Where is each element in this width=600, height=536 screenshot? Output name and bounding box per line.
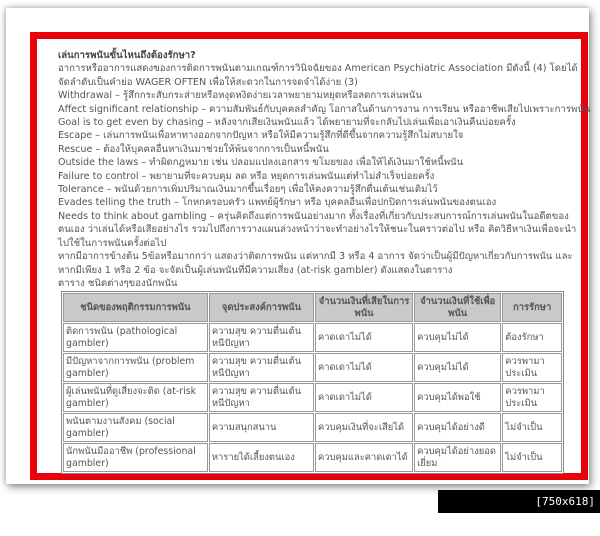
column-header: ชนิดของพฤติกรรมการพนัน bbox=[63, 293, 208, 322]
table-cell: ความสุข ความตื่นเต้น หนีปัญหา bbox=[209, 383, 314, 412]
criterion-item: Tolerance – พนันด้วยการเพิ่มปริมาณเงินมากขึ้นเรื่อยๆ เพื่อให้คงความรู้สึกตื่นเต้นเช่นเดิมไว้ bbox=[58, 184, 438, 196]
table-cell: ต้องรักษา bbox=[502, 323, 562, 352]
gambler-types-table bbox=[61, 291, 564, 474]
table-cell: ติดการพนัน (pathological gambler) bbox=[63, 323, 208, 352]
table-cell: ควบคุมได้พอใช้ bbox=[414, 383, 501, 412]
table-caption: ตาราง ชนิดต่างๆของนักพนัน bbox=[58, 277, 178, 289]
criteria-list bbox=[58, 89, 591, 250]
criterion-item: Evades telling the truth – โกหกครอบครัว แพทย์ผู้รักษา หรือ บุคคลอื่นเพื่อปกปิดการเล่นพนันของตนเอง bbox=[58, 197, 497, 209]
table-cell: ควบคุมไม่ได้ bbox=[414, 323, 501, 352]
image-paper bbox=[6, 8, 589, 484]
table-row bbox=[63, 413, 562, 442]
summary-text: หากมีอาการข้างต้น 5ข้อหรือมากกว่า แสดงว่าติดการพนัน แต่หากมี 3 หรือ 4 อาการ จัดว่าเป็นผู้มีปัญหาเกี่ยวกับการพนัน และ หากมีเพียง 1 หรือ 2 ข้อ จะจัดเป็นผู้เล่นพนันที่มีความเสี่ยง (at-risk gambler) ดังแสดงในตาราง bbox=[58, 251, 573, 276]
column-header: จำนวนเงินที่เสียในการพนัน bbox=[315, 293, 413, 322]
table-cell: ไม่จำเป็น bbox=[502, 413, 562, 442]
criterion-item: Escape – เล่นการพนันเพื่อหาทางออกจากปัญหา หรือให้มีความรู้สึกที่ดีขึ้นจากความรู้สึกไม่สบายใจ bbox=[58, 130, 464, 142]
criterion-item: Rescue – ต้องให้บุคคลอื่นหาเงินมาช่วยให้พ้นจากการเป็นหนี้พนัน bbox=[58, 143, 329, 155]
table-header-row bbox=[63, 293, 562, 322]
red-frame bbox=[30, 32, 591, 480]
column-header: การรักษา bbox=[502, 293, 562, 322]
table-cell: ควบคุมได้อย่างดี bbox=[414, 413, 501, 442]
table-row bbox=[63, 383, 562, 412]
table-cell: ควบคุมได้อย่างยอดเยี่ยม bbox=[414, 443, 501, 472]
intro-text: อาการหรืออาการแสดงของการติดการพนันตามเกณฑ์การวินิจฉัยของ American Psychiatric Association มีดังนี้ (4) โดยได้จัดลำดับเป็นคำย่อ WAGER OFTEN เพื่อให้สะดวกในการจดจำได้ง่าย (3) bbox=[58, 63, 578, 88]
table-cell: ควบคุมไม่ได้ bbox=[414, 353, 501, 382]
table-cell: ควบคุมและคาดเดาได้ bbox=[315, 443, 413, 472]
article-body bbox=[58, 49, 591, 290]
table-cell: ควรพามาประเมิน bbox=[502, 353, 562, 382]
table-cell: คาดเดาไม่ได้ bbox=[315, 383, 413, 412]
table-cell: ควบคุมเงินที่จะเสียได้ bbox=[315, 413, 413, 442]
criterion-item: Outside the laws – ทำผิดกฎหมาย เช่น ปลอมแปลงเอกสาร ขโมยของ เพื่อให้ได้เงินมาใช้หนี้พนัน bbox=[58, 157, 464, 169]
table-cell: พนันตามงานสังคม (social gambler) bbox=[63, 413, 208, 442]
table-row bbox=[63, 353, 562, 382]
criterion-item: Goal is to get even by chasing – หลังจากเสียเงินพนันแล้ว ได้พยายามที่จะกลับไปเล่นเพื่อเอาเงินคืนบ่อยครั้ง bbox=[58, 117, 516, 129]
table-cell: คาดเดาไม่ได้ bbox=[315, 323, 413, 352]
table-row bbox=[63, 323, 562, 352]
table-cell: ความสนุกสนาน bbox=[209, 413, 314, 442]
table-cell: ไม่จำเป็น bbox=[502, 443, 562, 472]
table-cell: หารายได้เลี้ยงตนเอง bbox=[209, 443, 314, 472]
table-cell: ผู้เล่นพนันที่ดูเสี่ยงจะติด (at-risk gambler) bbox=[63, 383, 208, 412]
table-cell: คาดเดาไม่ได้ bbox=[315, 353, 413, 382]
column-header: จำนวนเงินที่ใช้เพื่อพนัน bbox=[414, 293, 501, 322]
table-cell: มีปัญหาจากการพนัน (problem gambler) bbox=[63, 353, 208, 382]
criterion-item: Affect significant relationship – ความสัมพันธ์กับบุคคลสำคัญ โอกาสในด้านการงาน การเรียน หรืออาชีพเสียไปเพราะการพนัน bbox=[58, 103, 591, 115]
criterion-item: Needs to think about gambling – ครุ่นคิดถึงแต่การพนันอย่างมาก ทั้งเรื่องที่เกี่ยวกับประสบการณ์การเล่นพนันในอดีตของตนเอง ว่าเล่นได้หรือเสียอย่างไร รวมไปถึงการวางแผนล่วงหน้าว่าจะทำอย่างไรให้ชนะในคราวต่อไป หรือ คิดวิธีหาเงินเพื่อจะนำไปใช้ในการพนันครั้งต่อไป bbox=[58, 210, 577, 249]
criterion-item: Failure to control – พยายามที่จะควบคุม ลด หรือ หยุดการเล่นพนันแต่ทำไม่สำเร็จบ่อยครั้ง bbox=[58, 170, 435, 182]
watermark-bar: [750x618] https://upic.me/ bbox=[438, 490, 600, 513]
table-cell: ความสุข ความตื่นเต้น หนีปัญหา bbox=[209, 323, 314, 352]
table-cell: ควรพามาประเมิน bbox=[502, 383, 562, 412]
table-cell: ความสุข ความตื่นเต้น หนีปัญหา bbox=[209, 353, 314, 382]
article-title: เล่นการพนันขั้นไหนถึงต้องรักษา? bbox=[58, 50, 196, 61]
column-header: จุดประสงค์การพนัน bbox=[209, 293, 314, 322]
criterion-item: Withdrawal – รู้สึกกระสับกระส่ายหรือหงุดหงิดง่ายเวลาพยายามหยุดหรือลดการเล่นพนัน bbox=[58, 90, 422, 102]
table-cell: นักพนันมืออาชีพ (professional gambler) bbox=[63, 443, 208, 472]
table-row bbox=[63, 443, 562, 472]
